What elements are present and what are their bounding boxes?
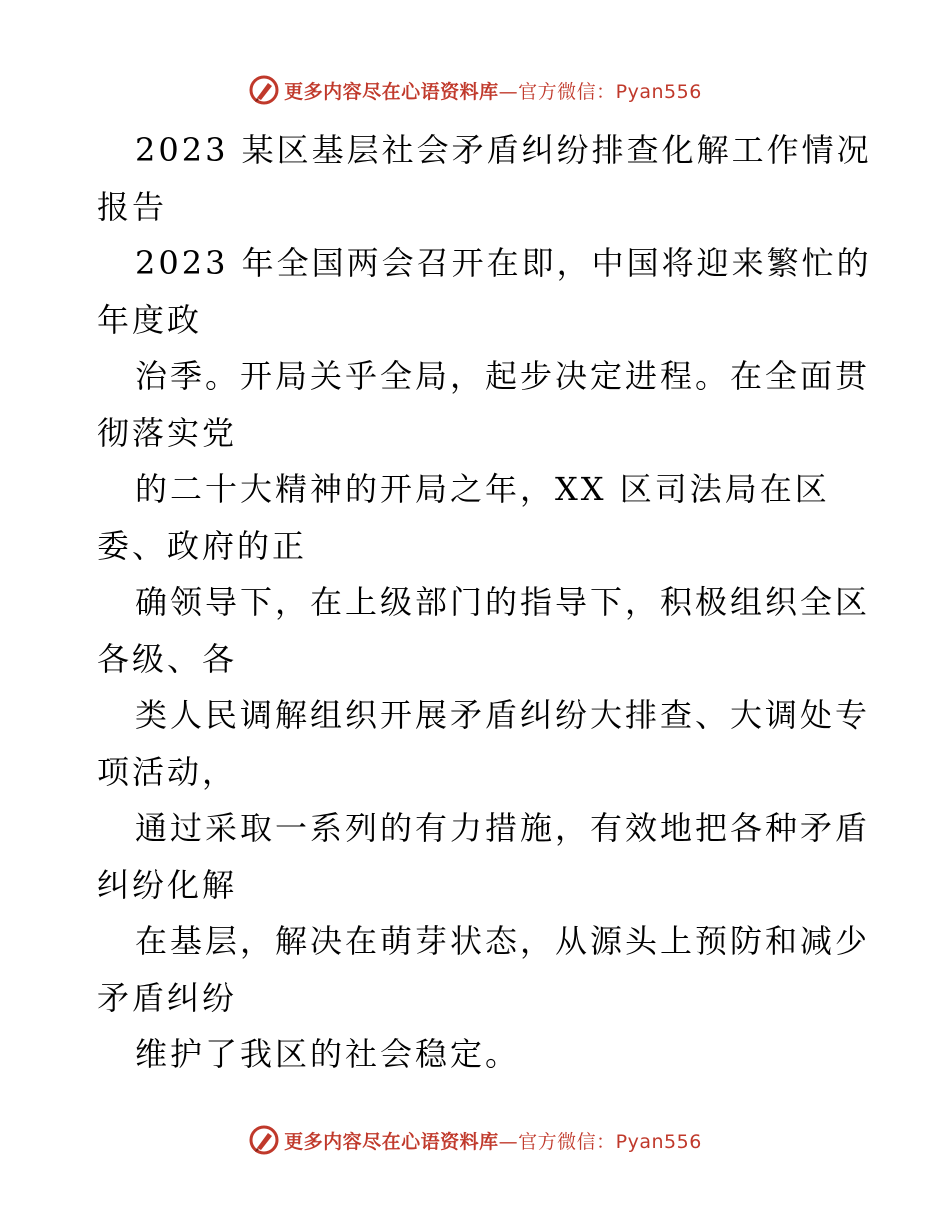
- header-separator: —: [498, 80, 519, 103]
- body-line: 治季。开局关乎全局，起步决定进程。在全面贯: [135, 357, 871, 395]
- header-brand: 更多内容尽在心语资料库: [284, 80, 499, 103]
- footer-separator: —: [498, 1130, 519, 1153]
- footer-brand: 更多内容尽在心语资料库: [284, 1130, 499, 1153]
- body-line: 项活动，: [97, 752, 238, 791]
- header-banner: [0, 70, 950, 110]
- body-line: 在基层，解决在萌芽状态，从源头上预防和减少: [135, 922, 871, 960]
- pen-logo-icon: [248, 1124, 280, 1156]
- body-line: 2023 某区基层社会矛盾纠纷排查化解工作情况: [135, 131, 872, 169]
- body-line: 2023 年全国两会召开在即，中国将迎来繁忙的: [135, 244, 872, 282]
- document-body: [97, 122, 872, 1083]
- footer-wechat: 官方微信：Pyan556: [518, 1130, 702, 1153]
- body-line: 年度政: [97, 300, 203, 339]
- body-line: 报告: [97, 187, 168, 226]
- body-line: 纠纷化解: [97, 865, 238, 904]
- header-banner-text: [284, 77, 702, 104]
- body-line: 委、政府的正: [97, 526, 308, 565]
- body-line: 通过采取一系列的有力措施，有效地把各种矛盾: [135, 809, 871, 847]
- pen-logo-icon: [248, 74, 280, 106]
- body-line: 类人民调解组织开展矛盾纠纷大排查、大调处专: [135, 696, 871, 734]
- body-line: 各级、各: [97, 639, 238, 678]
- body-line: 彻落实党: [97, 413, 238, 452]
- footer-banner-text: [284, 1127, 702, 1154]
- footer-banner: [0, 1120, 950, 1160]
- body-line: 矛盾纠纷: [97, 978, 238, 1017]
- body-line: 的二十大精神的开局之年，XX 区司法局在区: [135, 470, 830, 508]
- body-line: 确领导下，在上级部门的指导下，积极组织全区: [135, 583, 871, 621]
- header-wechat: 官方微信：Pyan556: [518, 80, 702, 103]
- body-line: 维护了我区的社会稳定。: [135, 1035, 521, 1073]
